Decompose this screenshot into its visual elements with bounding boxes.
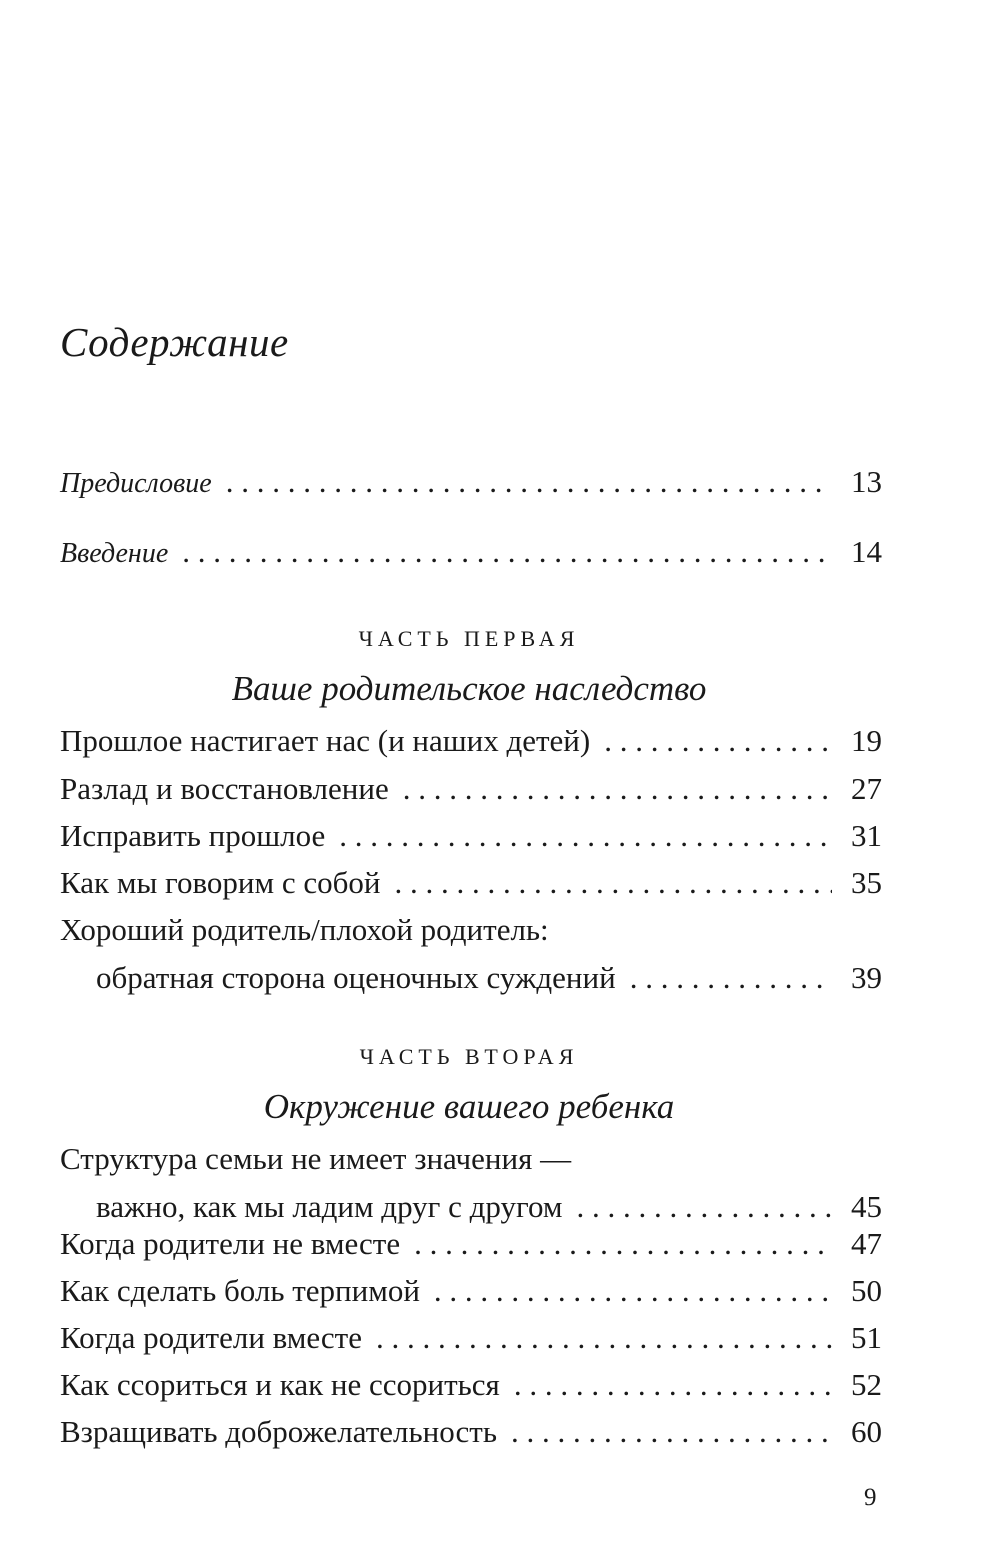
toc-entry-label-continued: обратная сторона оценочных суждений [96, 960, 616, 995]
toc-page-number: 35 [851, 865, 882, 900]
dot-leader [434, 1267, 832, 1315]
toc-entry-label: Прошлое настигает нас (и наших детей) [60, 723, 591, 758]
page-folio-number: 9 [864, 1484, 877, 1511]
toc-page-number: 60 [851, 1414, 882, 1449]
dot-leader [511, 1408, 832, 1456]
part-heading [0, 624, 938, 714]
toc-entry[interactable] [60, 717, 882, 765]
toc-entry-label: Предисловие [60, 468, 212, 499]
part-label: ЧАСТЬ ПЕРВАЯ [358, 626, 580, 651]
part-title: Ваше родительское наследство [231, 669, 707, 708]
toc-page-number: 47 [851, 1226, 882, 1261]
dot-leader [604, 717, 832, 765]
dot-leader [226, 458, 832, 506]
toc-page-number: 31 [851, 818, 882, 853]
toc-page-number: 13 [851, 464, 882, 499]
toc-entry-label: Как сделать боль терпимой [60, 1273, 420, 1308]
dot-leader [403, 765, 832, 813]
toc-title: Содержание [60, 319, 289, 365]
toc-page-number: 39 [851, 960, 882, 995]
toc-entry[interactable] [60, 1220, 882, 1268]
toc-entry[interactable] [60, 1135, 882, 1231]
toc-entry[interactable] [60, 906, 882, 1002]
part-label: ЧАСТЬ ВТОРАЯ [359, 1044, 579, 1069]
toc-entry-label: Структура семьи не имеет значения — [60, 1141, 572, 1176]
toc-entry-label: Как ссориться и как не ссориться [60, 1367, 500, 1402]
toc-entry-label: Введение [60, 538, 169, 569]
toc-page-number: 51 [851, 1320, 882, 1355]
toc-entry-label: Взращивать доброжелательность [60, 1414, 497, 1449]
toc-page-number: 27 [851, 771, 882, 806]
toc-entry[interactable] [60, 765, 882, 813]
toc-entry-label: Исправить прошлое [60, 818, 326, 853]
toc-entry-label-continued: важно, как мы ладим друг с другом [96, 1189, 563, 1224]
toc-page-number: 19 [851, 723, 882, 758]
toc-entry[interactable] [60, 812, 882, 860]
toc-entry-label: Разлад и восстановление [60, 771, 389, 806]
dot-leader [339, 812, 832, 860]
toc-entry[interactable] [60, 1361, 882, 1409]
dot-leader [514, 1361, 832, 1409]
toc-entry-foreword[interactable] [60, 458, 882, 506]
toc-entry-label: Хороший родитель/плохой родитель: [60, 912, 549, 947]
toc-entry-label: Когда родители не вместе [60, 1226, 401, 1261]
toc-page-number: 50 [851, 1273, 882, 1308]
toc-page-number: 52 [851, 1367, 882, 1402]
toc-page-number: 45 [851, 1189, 882, 1224]
toc-entry-label: Когда родители вместе [60, 1320, 362, 1355]
toc-entry-introduction[interactable] [60, 528, 882, 576]
dot-leader [182, 528, 832, 576]
dot-leader [395, 859, 833, 907]
dot-leader [414, 1220, 832, 1268]
toc-entry-label: Как мы говорим с собой [60, 865, 381, 900]
part-title: Окружение вашего ребенка [263, 1087, 675, 1126]
part-heading [0, 1042, 938, 1132]
toc-entry[interactable] [60, 859, 882, 907]
toc-entry[interactable] [60, 1408, 882, 1456]
toc-entry[interactable] [60, 1314, 882, 1362]
toc-page-number: 14 [851, 534, 882, 569]
dot-leader [376, 1314, 832, 1362]
toc-entry[interactable] [60, 1267, 882, 1315]
dot-leader [630, 954, 832, 1002]
